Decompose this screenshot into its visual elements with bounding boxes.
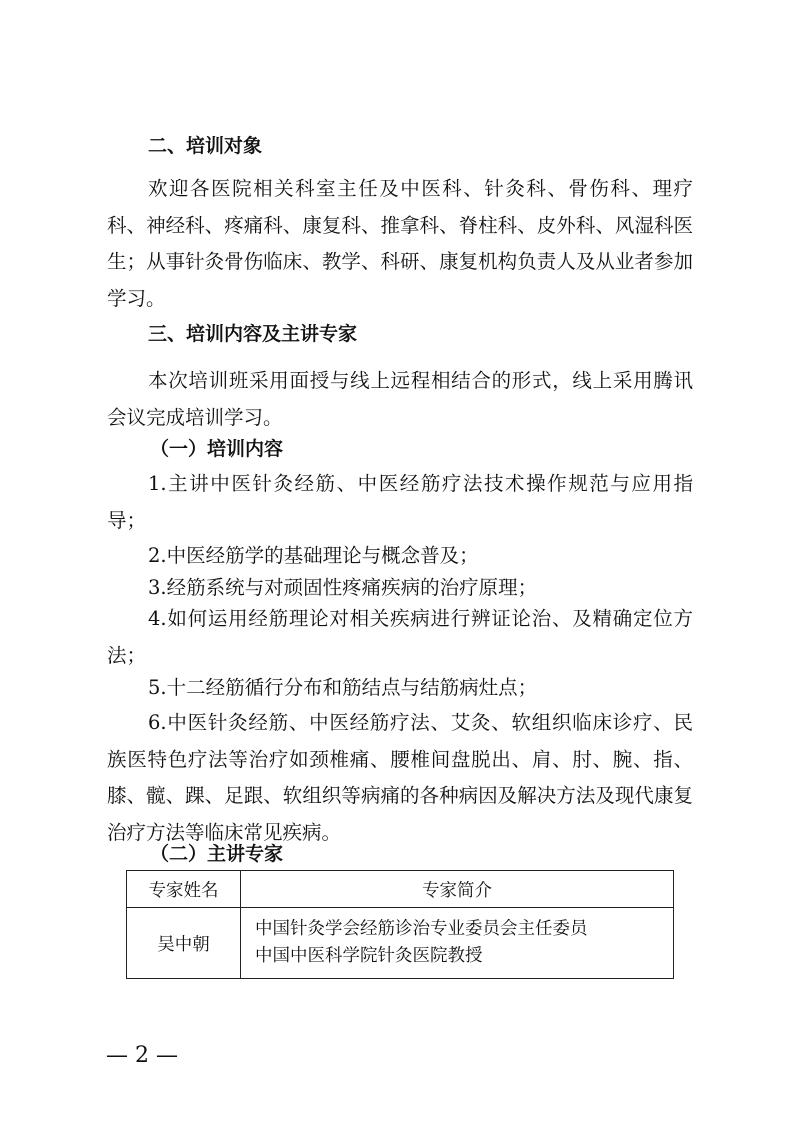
table-header-row xyxy=(127,871,674,908)
header-expert-intro: 专家简介 xyxy=(241,871,674,908)
list-item: 6.中医针灸经筋、中医经筋疗法、艾灸、软组织临床诊疗、民族医特色疗法等治疗如颈椎痛、腰椎间盘脱出、肩、肘、腕、指、膝、髋、踝、足跟、软组织等病痛的各种病因及解决方法及现代康复治疗方法等临床常见疾病。 xyxy=(107,711,693,844)
table-row xyxy=(127,908,674,979)
section2-heading: 二、培训对象 xyxy=(148,135,263,157)
section3-heading: 三、培训内容及主讲专家 xyxy=(148,323,358,345)
page-number: — 2 — xyxy=(106,1043,178,1068)
expert-name-cell: 吴中朝 xyxy=(127,908,241,979)
section3-intro-paragraph: 本次培训班采用面授与线上远程相结合的形式，线上采用腾讯会议完成培训学习。 xyxy=(107,369,693,429)
experts-table xyxy=(126,870,674,979)
list-item: 5.十二经筋循行分布和筋结点与结筋病灶点； xyxy=(148,676,538,699)
list-item: 3.经筋系统与对顽固性疼痛疾病的治疗原理； xyxy=(148,576,538,599)
list-item: 1.主讲中医针灸经筋、中医经筋疗法技术操作规范与应用指导； xyxy=(107,472,693,532)
subsection-experts-heading: （二）主讲专家 xyxy=(150,843,284,865)
section2-paragraph: 欢迎各医院相关科室主任及中医科、针灸科、骨伤科、理疗科、神经科、疼痛科、康复科、推拿科、脊柱科、皮外科、风湿科医生；从事针灸骨伤临床、教学、科研、康复机构负责人及从业者参加学习。 xyxy=(107,177,693,310)
list-item: 2.中医经筋学的基础理论与概念普及； xyxy=(148,544,479,567)
expert-intro-line: 中国针灸学会经筋诊治专业委员会主任委员 xyxy=(255,919,588,939)
list-item: 4.如何运用经筋理论对相关疾病进行辨证论治、及精确定位方法； xyxy=(107,607,693,667)
expert-intro-cell xyxy=(241,908,674,979)
header-expert-name: 专家姓名 xyxy=(127,871,241,908)
expert-intro-line: 中国中医科学院针灸医院教授 xyxy=(255,946,483,966)
subsection-training-content-heading: （一）培训内容 xyxy=(150,438,284,460)
